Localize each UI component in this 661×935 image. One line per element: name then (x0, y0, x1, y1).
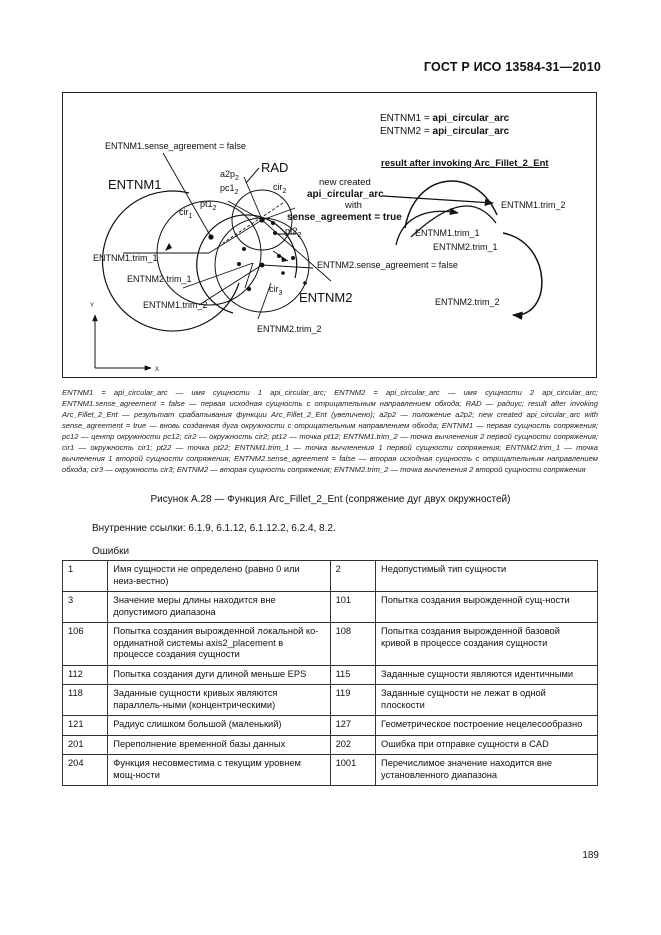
table-row (63, 716, 598, 736)
table-row (63, 665, 598, 685)
cir3-label: cir$_3$ (269, 284, 283, 297)
error-code: 108 (330, 623, 375, 666)
table-row (63, 623, 598, 666)
error-code: 127 (330, 716, 375, 736)
new-created-label: new created (319, 177, 371, 188)
result-entnm2-arc (503, 233, 542, 315)
error-code: 119 (330, 685, 375, 716)
a2p-label: $a2p_2$ (220, 169, 239, 182)
error-message: Заданные сущности являются идентичными (376, 665, 598, 685)
with-label: with (345, 200, 362, 211)
figure-caption: Рисунок А.28 — Функция Arc_Fillet_2_Ent (сопряжение дуг двух окружностей) (150, 494, 511, 505)
error-message: Заданные сущности не лежат в одной плоскости (376, 685, 598, 716)
error-code: 115 (330, 665, 375, 685)
error-code: 101 (330, 592, 375, 623)
page-number: 189 (582, 850, 599, 861)
result-entnm1-trim1: ENTNM1.trim_1 (415, 228, 480, 238)
error-message: Геометрическое построение нецелесообразно (376, 716, 598, 736)
error-message: Имя сущности не определено (равно 0 или неиз-вестно) (108, 561, 330, 592)
error-code: 2 (330, 561, 375, 592)
error-code: 118 (63, 685, 108, 716)
sense-agreement-1: ENTNM1.sense_agreement = false (105, 141, 246, 151)
error-message: Попытка создания дуги длиной меньше EPS (108, 665, 330, 685)
cir1-label: cir$_1$ (179, 207, 193, 220)
table-row (63, 561, 598, 592)
error-message: Радиус слишком большой (маленький) (108, 716, 330, 736)
error-message: Значение меры длины находится вне допустимого диапазона (108, 592, 330, 623)
error-code: 112 (63, 665, 108, 685)
result-entnm1-left (405, 181, 497, 228)
table-row (63, 735, 598, 755)
cir2-label: cir$_2$ (273, 182, 287, 195)
error-code: 106 (63, 623, 108, 666)
result-entnm1-trim2: ENTNM1.trim_2 (501, 200, 566, 210)
error-code: 3 (63, 592, 108, 623)
pc1-label: $pc1_2$ (220, 183, 239, 196)
error-message: Переполнение временной базы данных (108, 735, 330, 755)
errors-table (62, 560, 598, 786)
entnm2-trim2-label: ENTNM2.trim_2 (257, 324, 322, 334)
entnm2-trim1-label: ENTNM2.trim_1 (127, 274, 192, 284)
error-code: 1001 (330, 755, 375, 786)
def-entnm1: ENTNM1 = api_circular_arc (380, 113, 510, 124)
standard-designation: ГОСТ Р ИСО 13584-31—2010 (423, 60, 601, 74)
error-code: 121 (63, 716, 108, 736)
result-label: result after invoking Arc_Fillet_2_Ent (381, 158, 549, 169)
error-message: Попытка создания вырожденной локальной ко-ординатной системы axis2_placement в процессе создания сущности (108, 623, 330, 666)
table-row (63, 755, 598, 786)
figure-diagram (62, 92, 597, 378)
axis-x-label: X (155, 367, 160, 373)
sense-agreement-2: ENTNM2.sense_agreement = false (317, 260, 458, 270)
table-row (63, 685, 598, 716)
entnm1-label: ENTNM1 (108, 177, 162, 192)
error-message: Ошибка при отправке сущности в CAD (376, 735, 598, 755)
pt1-label: $pt1_2$ (200, 199, 217, 212)
entnm1-trim1-label: ENTNM1.trim_1 (93, 253, 158, 263)
error-code: 204 (63, 755, 108, 786)
error-message: Попытка создания вырожденной базовой кривой в процессе создания сущности (376, 623, 598, 666)
error-message: Заданные сущности кривых являются параллель-ными (концентрическими) (108, 685, 330, 716)
error-message: Недопустимый тип сущности (376, 561, 598, 592)
table-row (63, 592, 598, 623)
error-message: Функция несовместима с текущим уровнем мощ-ности (108, 755, 330, 786)
error-code: 201 (63, 735, 108, 755)
error-code: 202 (330, 735, 375, 755)
result-entnm2-trim2: ENTNM2.trim_2 (435, 297, 500, 307)
entnm1-trim2-label: ENTNM1.trim_2 (143, 300, 208, 310)
internal-references: Внутренние ссылки: 6.1.9, 6.1.12, 6.1.12.2, 6.2.4, 8.2. (92, 523, 336, 534)
error-message: Попытка создания вырожденной сущ-ности (376, 592, 598, 623)
error-message: Перечислимое значение находится вне установленного диапазона (376, 755, 598, 786)
axis-y-label: Y (90, 303, 95, 309)
error-code: 1 (63, 561, 108, 592)
entnm2-label: ENTNM2 (299, 290, 353, 305)
sense-true-label: sense_agreement = true (287, 212, 402, 223)
def-entnm2: ENTNM2 = api_circular_arc (380, 126, 510, 137)
result-entnm2-trim1: ENTNM2.trim_1 (433, 242, 498, 252)
arc-fillet-diagram (63, 93, 598, 379)
errors-heading: Ошибки (92, 546, 130, 557)
rad-label: RAD (261, 160, 289, 175)
figure-legend: ENTNM1 = api_circular_arc — имя сущности 1 api_circular_arc; ENTNM2 = api_circular_arc — имя сущности 2 api_circular_arc; ENTNM1.sense_agreement = false — первая исходная сущность с отрицательным направлением обхода; RAD — радиус; result after invoking Arc_Fillet_2_Ent — результат срабатывания функции Arc_Fillet_2_Ent (увеличено); a2p2 — положение a2p2; new created api_circular_arc with sense_agreement = true — вновь созданная дуга окружности с отрицательным направлением обхода; ENTNM1 — первая сущность сопряжения; pc12 — центр окружности pc12; cir2 — окружность cir2; pt12 — точка pt12; ENTNM1.trim_2 — точка вычленения 2 первой сущности сопряжения; cir1 — окружность cir1; pt22 — точка pt22; ENTNM1.trim_1 — точка вычленения 1 первой сущности сопряжения; ENTNM2.trim_1 — точка вычленения 1 второй сущности сопряжения; ENTNM2.sense_agreement = false — вторая исходная сущность с отрицательным направлением обхода; cir3 — окружность cir3; ENTNM2 — вторая сущность сопряжения; ENTNM2.trim_2 — точка вычленения 2 второй сущности сопряжения (62, 388, 598, 474)
pt2-label: $pt2_2$ (285, 226, 302, 239)
new-arc-label: api_circular_arc (307, 189, 384, 200)
axes (95, 315, 151, 368)
